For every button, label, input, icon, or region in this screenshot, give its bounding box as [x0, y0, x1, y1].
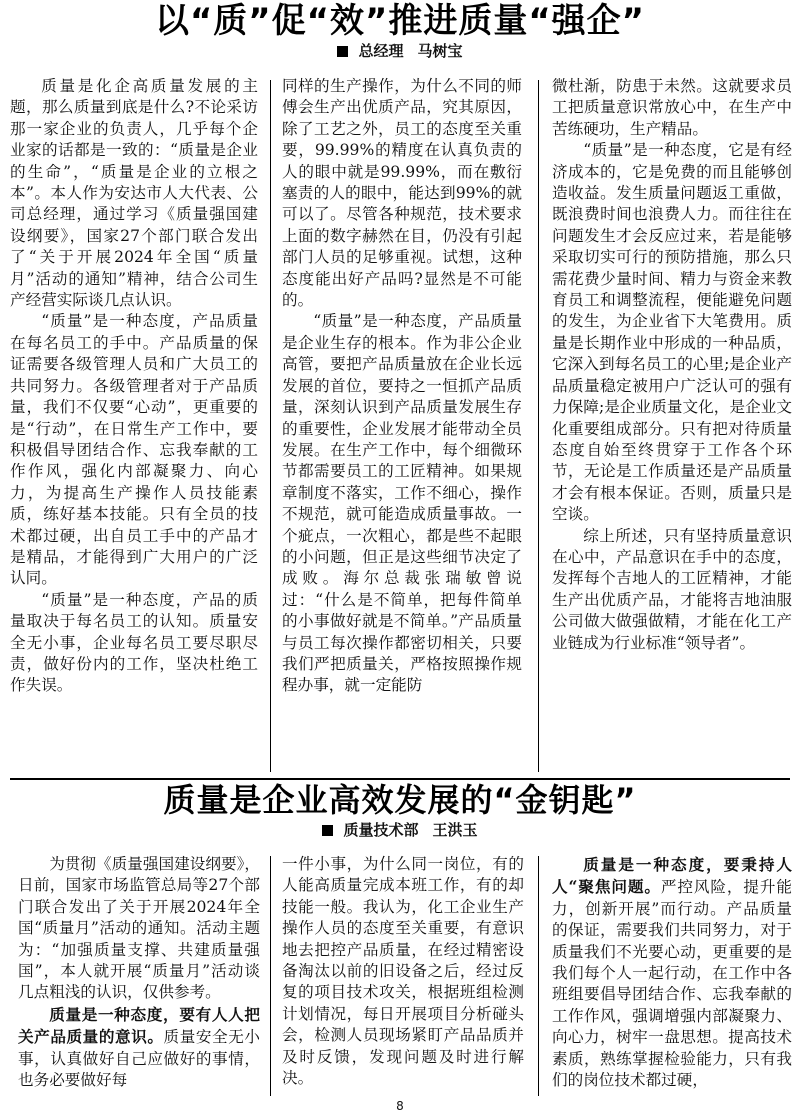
article1-title: 以“质”促“效”推进质量“强企” — [154, 1, 646, 41]
paragraph: “质量”是一种态度，产品的质量取决于每名员工的认知。质量安全无小事，企业每名员工要尽职尽责，做好份内的工作，坚决杜绝工作失误。 — [10, 590, 258, 695]
emphasis-text: 质量是一种态度，要有人人把关产品质量的意识。 — [18, 1004, 260, 1047]
paragraph: 综上所述，只有坚持质量意识在心中，产品意识在手中的态度，发挥每个吉地人的工匠精神，才能生产出优质产品，才能将吉地油服公司做大做强做精，才能在化工产业链成为行业标准“领导者”。 — [552, 526, 792, 652]
byline-square-icon — [337, 46, 348, 57]
page-number: 8 — [396, 1099, 404, 1113]
paragraph: 同样的生产操作，为什么不同的师傅会生产出优质产品，究其原因，除了工艺之外，员工的态度至关重要，99.99%的精度在认真负责的人的眼中就是99.99%，而在敷衍塞责的人的眼中，能达到99%的就可以了。尽管各种规范，技术要求上面的数字赫然在目，仍没有引起部门人员的足够重视。试想，这种态度能出好产品吗?显然是不可能的。 — [282, 77, 522, 310]
column-divider — [538, 856, 539, 1096]
byline-role: 总经理 — [358, 42, 404, 60]
article1-byline — [0, 42, 800, 60]
paragraph: 一件小事，为什么同一岗位，有的人能高质量完成本班工作，有的却技能一般。我认为，化工企业生产操作人员的态度至关重要，有意识地去把控产品质量，在经过精密设备淘汰以前的旧设备之后，经过反复的项目技术攻关，根据班组检测计划情况，每日开展项目分析碰头会，检测人员现场紧盯产品品质并及时反馈，发现问题及时进行解决。 — [282, 855, 524, 1088]
article2-column-1 — [18, 854, 260, 1104]
column-divider — [270, 856, 271, 1096]
paragraph: 质量是化企高质量发展的主题，那么质量到底是什么?不论采访那一家企业的负责人，几乎每个企业家的话都是一致的：“质量是企业的生命”，“质量是企业的立根之本”。本人作为安达市人大代表、公司总经理，通过学习《质量强国建设纲要》，国家27个部门联合发出了“关于开展2024年全国“质量月”活动的通知”精神，结合公司生产经营实际谈几点认识。 — [10, 77, 258, 310]
byline-name: 王洪玉 — [432, 821, 478, 839]
byline-name: 马树宝 — [417, 42, 463, 60]
column-divider — [538, 80, 539, 772]
paragraph-text: 严控风险，提升能力，创新开展”而行动。产品质量的保证，需要我们共同努力，对于质量我们不光要心动，更重要的是我们每个人一起行动，在工作中各班组要倡导团结合作、忘我奉献的工作作风，强调增强内部凝聚力、向心力，树牢一盘思想。提高技术素质，熟练掌握检验能力，只有我们的岗位技术都过硬， — [552, 878, 792, 1090]
article2-column-2 — [282, 854, 524, 1104]
article1-column-1 — [10, 76, 258, 776]
paragraph: 微杜渐，防患于未然。这就要求员工把质量意识常放心中，在生产中苦练硬功，生产精品。 — [552, 77, 792, 138]
paragraph — [552, 854, 792, 1091]
article1-column-2 — [282, 76, 522, 776]
paragraph: “质量”是一种态度，产品质量在每名员工的手中。产品质量的保证需要各级管理人员和广大员工的共同努力。各级管理者对于产品质量，我们不仅要“心动”，更重要的是“行动”，在日常生产工作中，要积极倡导团结合作、忘我奉献的工作作风，强化内部凝聚力、向心力，为提高生产操作人员技能素质，练好基本技能。只有全员的技术都过硬，出自员工手中的产品才是精品，才能得到广大用户的广泛认同。 — [10, 312, 258, 588]
byline-square-icon — [322, 825, 333, 836]
paragraph: 为贯彻《质量强国建设纲要》，日前，国家市场监管总局等27个部门联合发出了关于开展2024年全国“质量月”活动的通知。活动主题为：“加强质量支撑、共建质量强国”，本人就开展“质量月”活动谈几点粗浅的认识，仅供参考。 — [18, 855, 260, 1002]
paragraph-text: 质量安全无小事，认真做好自己应做好的事情，也务必要做好每 — [18, 1028, 260, 1090]
emphasis-text: 质量是一种态度，要秉持人人“聚焦问题。 — [552, 855, 792, 897]
paragraph — [18, 1004, 260, 1092]
article1-column-3 — [552, 76, 792, 776]
article2-column-3 — [552, 854, 792, 1104]
paragraph: “质量”是一种态度，产品质量是企业生存的根本。作为非公企业高管，要把产品质量放在企业长远发展的首位，要持之一恒抓产品质量，深刻认识到产品质量发展生存的重要性，企业发展才能带动全员发展。在生产工作中，每个细微环节都需要员工的工匠精神。如果规章制度不落实，工作不细心，操作不规范，就可能造成质量事故。一个疵点，一次粗心，都是些不起眼的小问题，但正是这些细节决定了成败。海尔总裁张瑞敏曾说过：“什么是不简单，把每件简单的小事做好就是不简单。”产品质量与员工每次操作都密切相关，只要我们严把质量关，严格按照操作规程办事，就一定能防 — [282, 312, 522, 695]
column-divider — [270, 80, 271, 772]
byline-role: 质量技术部 — [343, 821, 419, 839]
article2-byline — [0, 821, 800, 839]
section-divider — [10, 778, 790, 780]
paragraph: “质量”是一种态度，它是有经济成本的，它是免费的而且能够创造收益。发生质量问题返工重做，既浪费时间也浪费人力。而往往在问题发生才会反应过来，若是能够采取切实可行的预防措施，那么只需花费少量时间、精力与资金来教育员工和调整流程，便能避免问题的发生，为企业省下大笔费用。质量是长期作业中形成的一种品质，它深入到每名员工的心里;是企业产品质量稳定被用户广泛认可的强有力保障;是企业质量文化，是企业文化重要组成部分。只有把对待质量态度自始至终贯穿于工作各个环节，无论是工作质量还是产品质量才会有根本保证。否则，质量只是空谈。 — [552, 141, 792, 524]
article2-title: 质量是企业高效发展的“金钥匙” — [163, 781, 637, 819]
